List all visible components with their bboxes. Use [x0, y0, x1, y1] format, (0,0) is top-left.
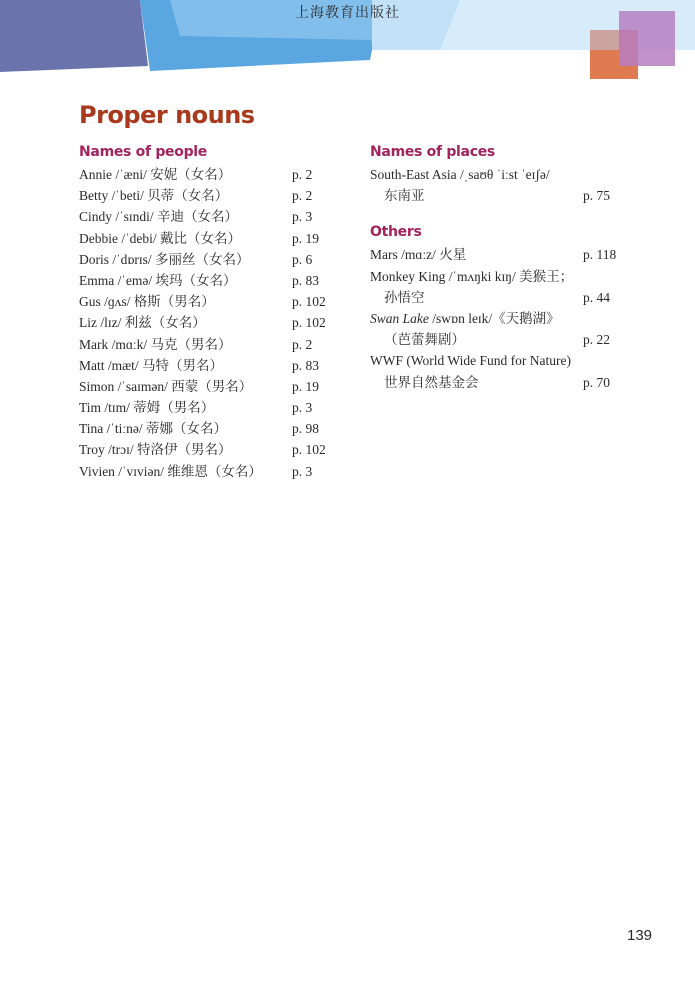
- places-others-column: [370, 143, 625, 393]
- entry-text: Debbie /ˈdebi/ 戴比（女名）: [79, 230, 241, 246]
- list-item-continuation: [370, 329, 625, 350]
- entry-title-italic: Swan Lake: [370, 310, 429, 326]
- entry-text: （芭蕾舞剧）: [384, 332, 465, 348]
- list-item: [79, 291, 329, 312]
- section-heading-places: Names of places: [370, 144, 495, 160]
- entry-text: Matt /mæt/ 马特（男名）: [79, 357, 224, 373]
- entry-text: Vivien /ˈvɪviən/ 维维恩（女名）: [79, 463, 262, 479]
- list-item: [79, 228, 329, 249]
- entry-text: Cindy /ˈsɪndi/ 辛迪（女名）: [79, 209, 239, 225]
- entry-text: Annie /ˈæni/ 安妮（女名）: [79, 167, 232, 182]
- entry-page: p. 3: [292, 463, 313, 479]
- entry-text: /swɒn leɪk/《天鹅湖》: [428, 310, 560, 326]
- entry-text: Gus /ɡʌs/ 格斯（男名）: [79, 294, 215, 310]
- entry-text: Liz /lɪz/ 利兹（女名）: [79, 315, 206, 331]
- entry-page: p. 44: [583, 289, 610, 305]
- entry-text: Mars /mɑːz/ 火星: [370, 247, 467, 263]
- page-title: Proper nouns: [79, 101, 255, 129]
- entry-page: p. 118: [583, 247, 617, 263]
- list-item: [79, 249, 329, 270]
- list-item: [79, 397, 329, 418]
- list-item: [79, 164, 329, 185]
- header-banner: [0, 0, 695, 80]
- entry-text: Doris /ˈdɒrɪs/ 多丽丝（女名）: [79, 251, 250, 267]
- entry-text: Mark /mɑːk/ 马克（男名）: [79, 336, 232, 352]
- entry-page: p. 70: [583, 374, 610, 390]
- list-item: [370, 244, 625, 265]
- entry-text: Emma /ˈemə/ 埃玛（女名）: [79, 272, 237, 288]
- entry-page: p. 102: [292, 294, 326, 310]
- entry-text: Betty /ˈbeti/ 贝蒂（女名）: [79, 188, 229, 204]
- entry-text: Troy /trɔɪ/ 特洛伊（男名）: [79, 442, 232, 458]
- entry-text: Tina /ˈtiːnə/ 蒂娜（女名）: [79, 421, 228, 437]
- entry-text: Tim /tɪm/ 蒂姆（男名）: [79, 400, 215, 416]
- list-item: [370, 350, 625, 371]
- people-list: [79, 164, 329, 482]
- entry-text: 东南亚: [384, 188, 425, 204]
- list-item: [79, 376, 329, 397]
- list-item: [79, 461, 329, 482]
- entry-text: Monkey King /ˈmʌŋki kɪŋ/ 美猴王；: [370, 268, 574, 284]
- list-item: [79, 270, 329, 291]
- list-item: [79, 355, 329, 376]
- entry-page: p. 3: [292, 209, 313, 225]
- entry-page: p. 3: [292, 400, 313, 416]
- list-item-continuation: [370, 287, 625, 308]
- entry-text: WWF (World Wide Fund for Nature): [370, 353, 571, 369]
- section-heading-people: Names of people: [79, 144, 207, 160]
- list-item: [370, 308, 625, 329]
- entry-page: p. 98: [292, 421, 319, 437]
- list-item: [370, 164, 625, 185]
- list-item: [79, 312, 329, 333]
- page-number: 139: [627, 927, 653, 944]
- entry-text: 世界自然基金会: [384, 374, 479, 390]
- list-item-continuation: [370, 372, 625, 393]
- entry-text: 孙悟空: [384, 289, 425, 305]
- entry-text: Simon /ˈsaɪmən/ 西蒙（男名）: [79, 378, 253, 394]
- section-heading-others: Others: [370, 224, 422, 241]
- entry-page: p. 102: [292, 315, 326, 331]
- entry-text: South-East Asia /ˌsaʊθ ˈiːst ˈeɪʃə/: [370, 167, 550, 182]
- list-item-continuation: [370, 185, 625, 206]
- list-item: [79, 206, 329, 227]
- people-column: [79, 143, 329, 482]
- list-item: [79, 418, 329, 439]
- list-item: [79, 334, 329, 355]
- entry-page: p. 19: [292, 230, 319, 246]
- list-item: [370, 266, 625, 287]
- entry-page: p. 2: [292, 167, 313, 182]
- entry-page: p. 22: [583, 332, 610, 348]
- entry-page: p. 6: [292, 251, 313, 267]
- entry-page: p. 75: [583, 188, 610, 204]
- publisher-name: 上海教育出版社: [295, 5, 400, 21]
- list-item: [79, 439, 329, 460]
- entry-page: p. 2: [292, 336, 313, 352]
- list-item: [79, 185, 329, 206]
- entry-page: p. 19: [292, 378, 319, 394]
- entry-page: p. 83: [292, 272, 319, 288]
- entry-page: p. 83: [292, 357, 319, 373]
- entry-page: p. 102: [292, 442, 326, 458]
- entry-page: p. 2: [292, 188, 313, 204]
